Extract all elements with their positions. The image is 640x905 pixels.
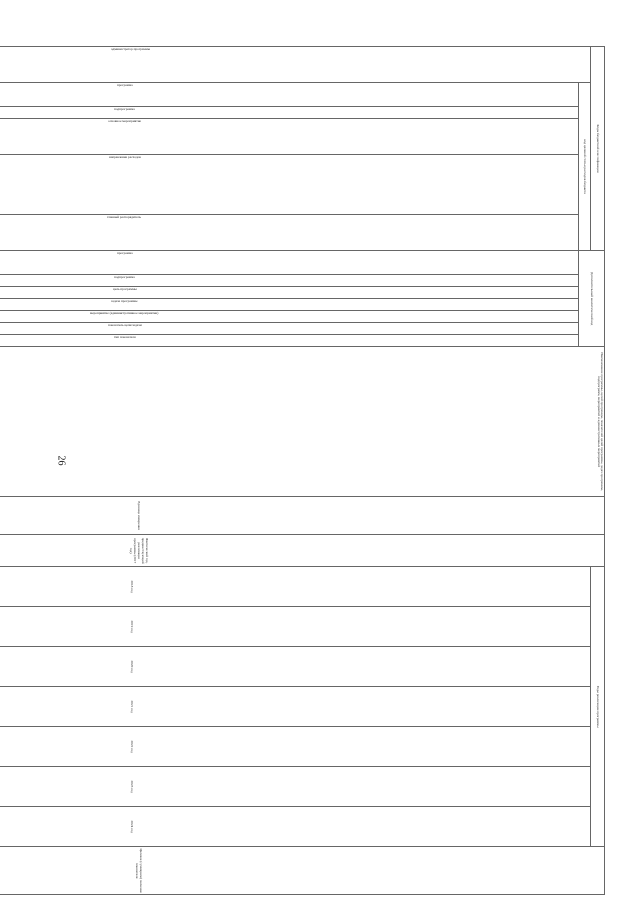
admin-header [0,47,591,83]
ministry-code-header-text: главный распорядитель [107,214,142,219]
year-header: 2024 год [0,807,591,847]
extra-col-header-text: цель программы [113,286,137,291]
direction-code-header [0,155,579,215]
year-header: 2022 год [0,727,591,767]
extra-col-header-text: тип показателя [114,334,136,339]
program-code-header-text: программа [117,82,133,87]
extra-col-header [0,311,579,323]
rotated-table-container [90,46,605,893]
extra-col-header-text: программа [117,250,133,255]
year-header: 2018 год [0,567,591,607]
year-header: 2020 год [0,647,591,687]
main-event-code-header [0,119,579,155]
ministry-code-header [0,215,579,251]
page-number: 26 [55,455,67,466]
program-table [0,46,605,895]
extra-col-header-text: подпрограмма [114,274,136,279]
unit-column-header: Единица измерения [0,497,605,535]
main-event-code-header-text: основное мероприятие [108,118,142,123]
year-header: 2023 год [0,767,591,807]
year-header: 2021 год [0,687,591,727]
codes-sub-header: код целевой статьи расходов бюджета [579,83,591,251]
extra-code-header: Дополнительный аналитический код [579,251,605,347]
final-column-header: Целевое (суммарное) значение показателя [0,847,605,895]
fact-column-header: Фактический год, предшествующий реализации программы (2017 год) [0,535,605,567]
extra-col-header [0,275,579,287]
name-column-header: Наименование программы, целей программы, показателей целей программы, задач программы, подпрограмм, мероприятий и административных мероприятий [0,347,605,497]
extra-col-header-text: задача программы [111,298,139,303]
subprogram-code-header-text: подпрограмма [114,106,136,111]
codes-group-header: Коды бюджетной классификации [591,47,605,251]
subprogram-code-header [0,107,579,119]
direction-code-header-text: направление расходов [109,154,141,159]
admin-header-text: администратор программы [111,46,151,51]
extra-col-header [0,287,579,299]
extra-col-header-text: показатель цели/задачи [108,322,142,327]
year-header: 2019 год [0,607,591,647]
program-code-header [0,83,579,107]
extra-col-header-text: мероприятие (административное мероприятие) [90,310,160,315]
years-group-header: Годы реализации программы [591,567,605,847]
extra-col-header [0,299,579,311]
extra-col-header [0,251,579,275]
extra-col-header [0,335,579,347]
extra-col-header [0,323,579,335]
